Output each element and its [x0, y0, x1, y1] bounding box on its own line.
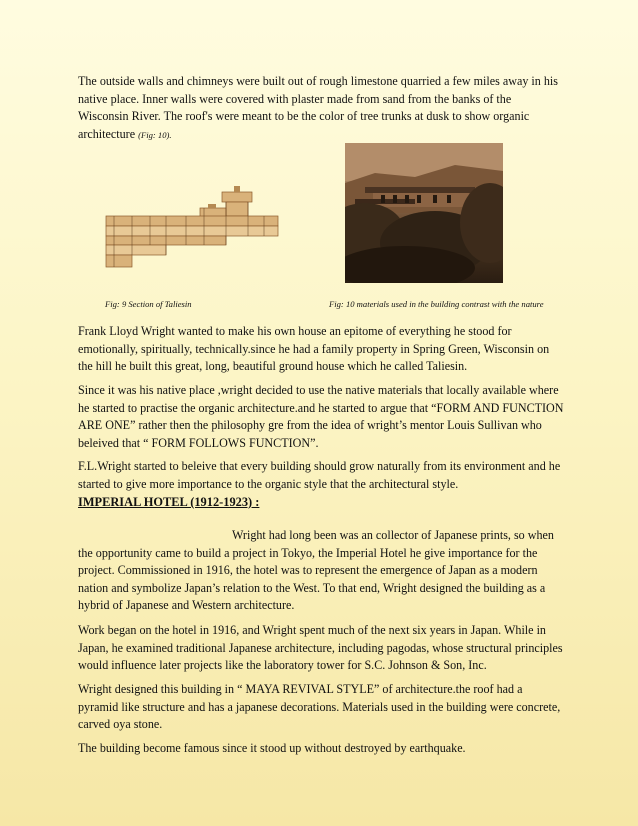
imperial-paragraph-1: Wright had long been was an collector of Japanese prints, so when the opportunity came to build a project in Tokyo, the Imperial Hotel he give importance for the project. Commissioned in 1916, the hotel was to represent the emergence of Japan as a modern nation and symbolize Japan’s relation to the West. To that end, Wright designed the building as a hybrid of Japanese and Western architecture.	[78, 528, 554, 613]
taliesin-paragraph: Frank Lloyd Wright wanted to make his own house an epitome of everything he stood for emotionally, spiritually, technically.since he had a family property in Spring Green, Wisconsin on the hill he built this great, long, beautiful ground house which he called Taliesin.	[78, 324, 550, 374]
intro-text: The outside walls and chimneys were built out of rough limestone quarried a few miles away in his native place. Inner walls were covered with plaster made from sand from the banks of the Wisconsin River. The roof's were meant to be the color of tree trunks at dusk to show organic architecture	[78, 74, 558, 141]
fig10-caption: Fig: 10 materials used in the building contrast with the nature	[329, 299, 544, 309]
taliesin-section-drawing	[104, 186, 280, 272]
fig-reference: (Fig: 10).	[138, 129, 172, 140]
imperial-paragraph-2: Work began on the hotel in 1916, and Wright spent much of the next six years in Japan. While in Japan, he examined traditional Japanese architecture, including pagodas, whose structural principles would influence later projects like the laboratory tower for S.C. Johnson & Son, Inc.	[78, 623, 563, 673]
taliesin-photo	[345, 143, 503, 283]
imperial-paragraph-3: Wright designed this building in “ MAYA REVIVAL STYLE” of architecture.the roof had a pyramid like structure and has a japanese decorations. Materials used in the building were concrete, carved oya stone.	[78, 682, 561, 732]
materials-paragraph: Since it was his native place ,wright decided to use the native materials that locally available where he started to practise the organic architecture.and he started to argue that “FORM AND FUNCTION ARE ONE” rather then the philosophy gre from the idea of wright’s mentor Louis Sullivan who beleived that “ FORM FOLLOWS FUNCTION”.	[78, 383, 564, 450]
imperial-paragraph-4: The building become famous since it stood up without destroyed by earthquake.	[78, 741, 466, 755]
fig9-caption: Fig: 9 Section of Taliesin	[105, 299, 192, 309]
organic-paragraph: F.L.Wright started to beleive that every building should grow naturally from its environment and he started to give more importance to the organic style that the architectural style.	[78, 459, 561, 491]
imperial-hotel-heading: IMPERIAL HOTEL (1912-1923) :	[78, 495, 260, 509]
intro-paragraph	[78, 73, 564, 144]
